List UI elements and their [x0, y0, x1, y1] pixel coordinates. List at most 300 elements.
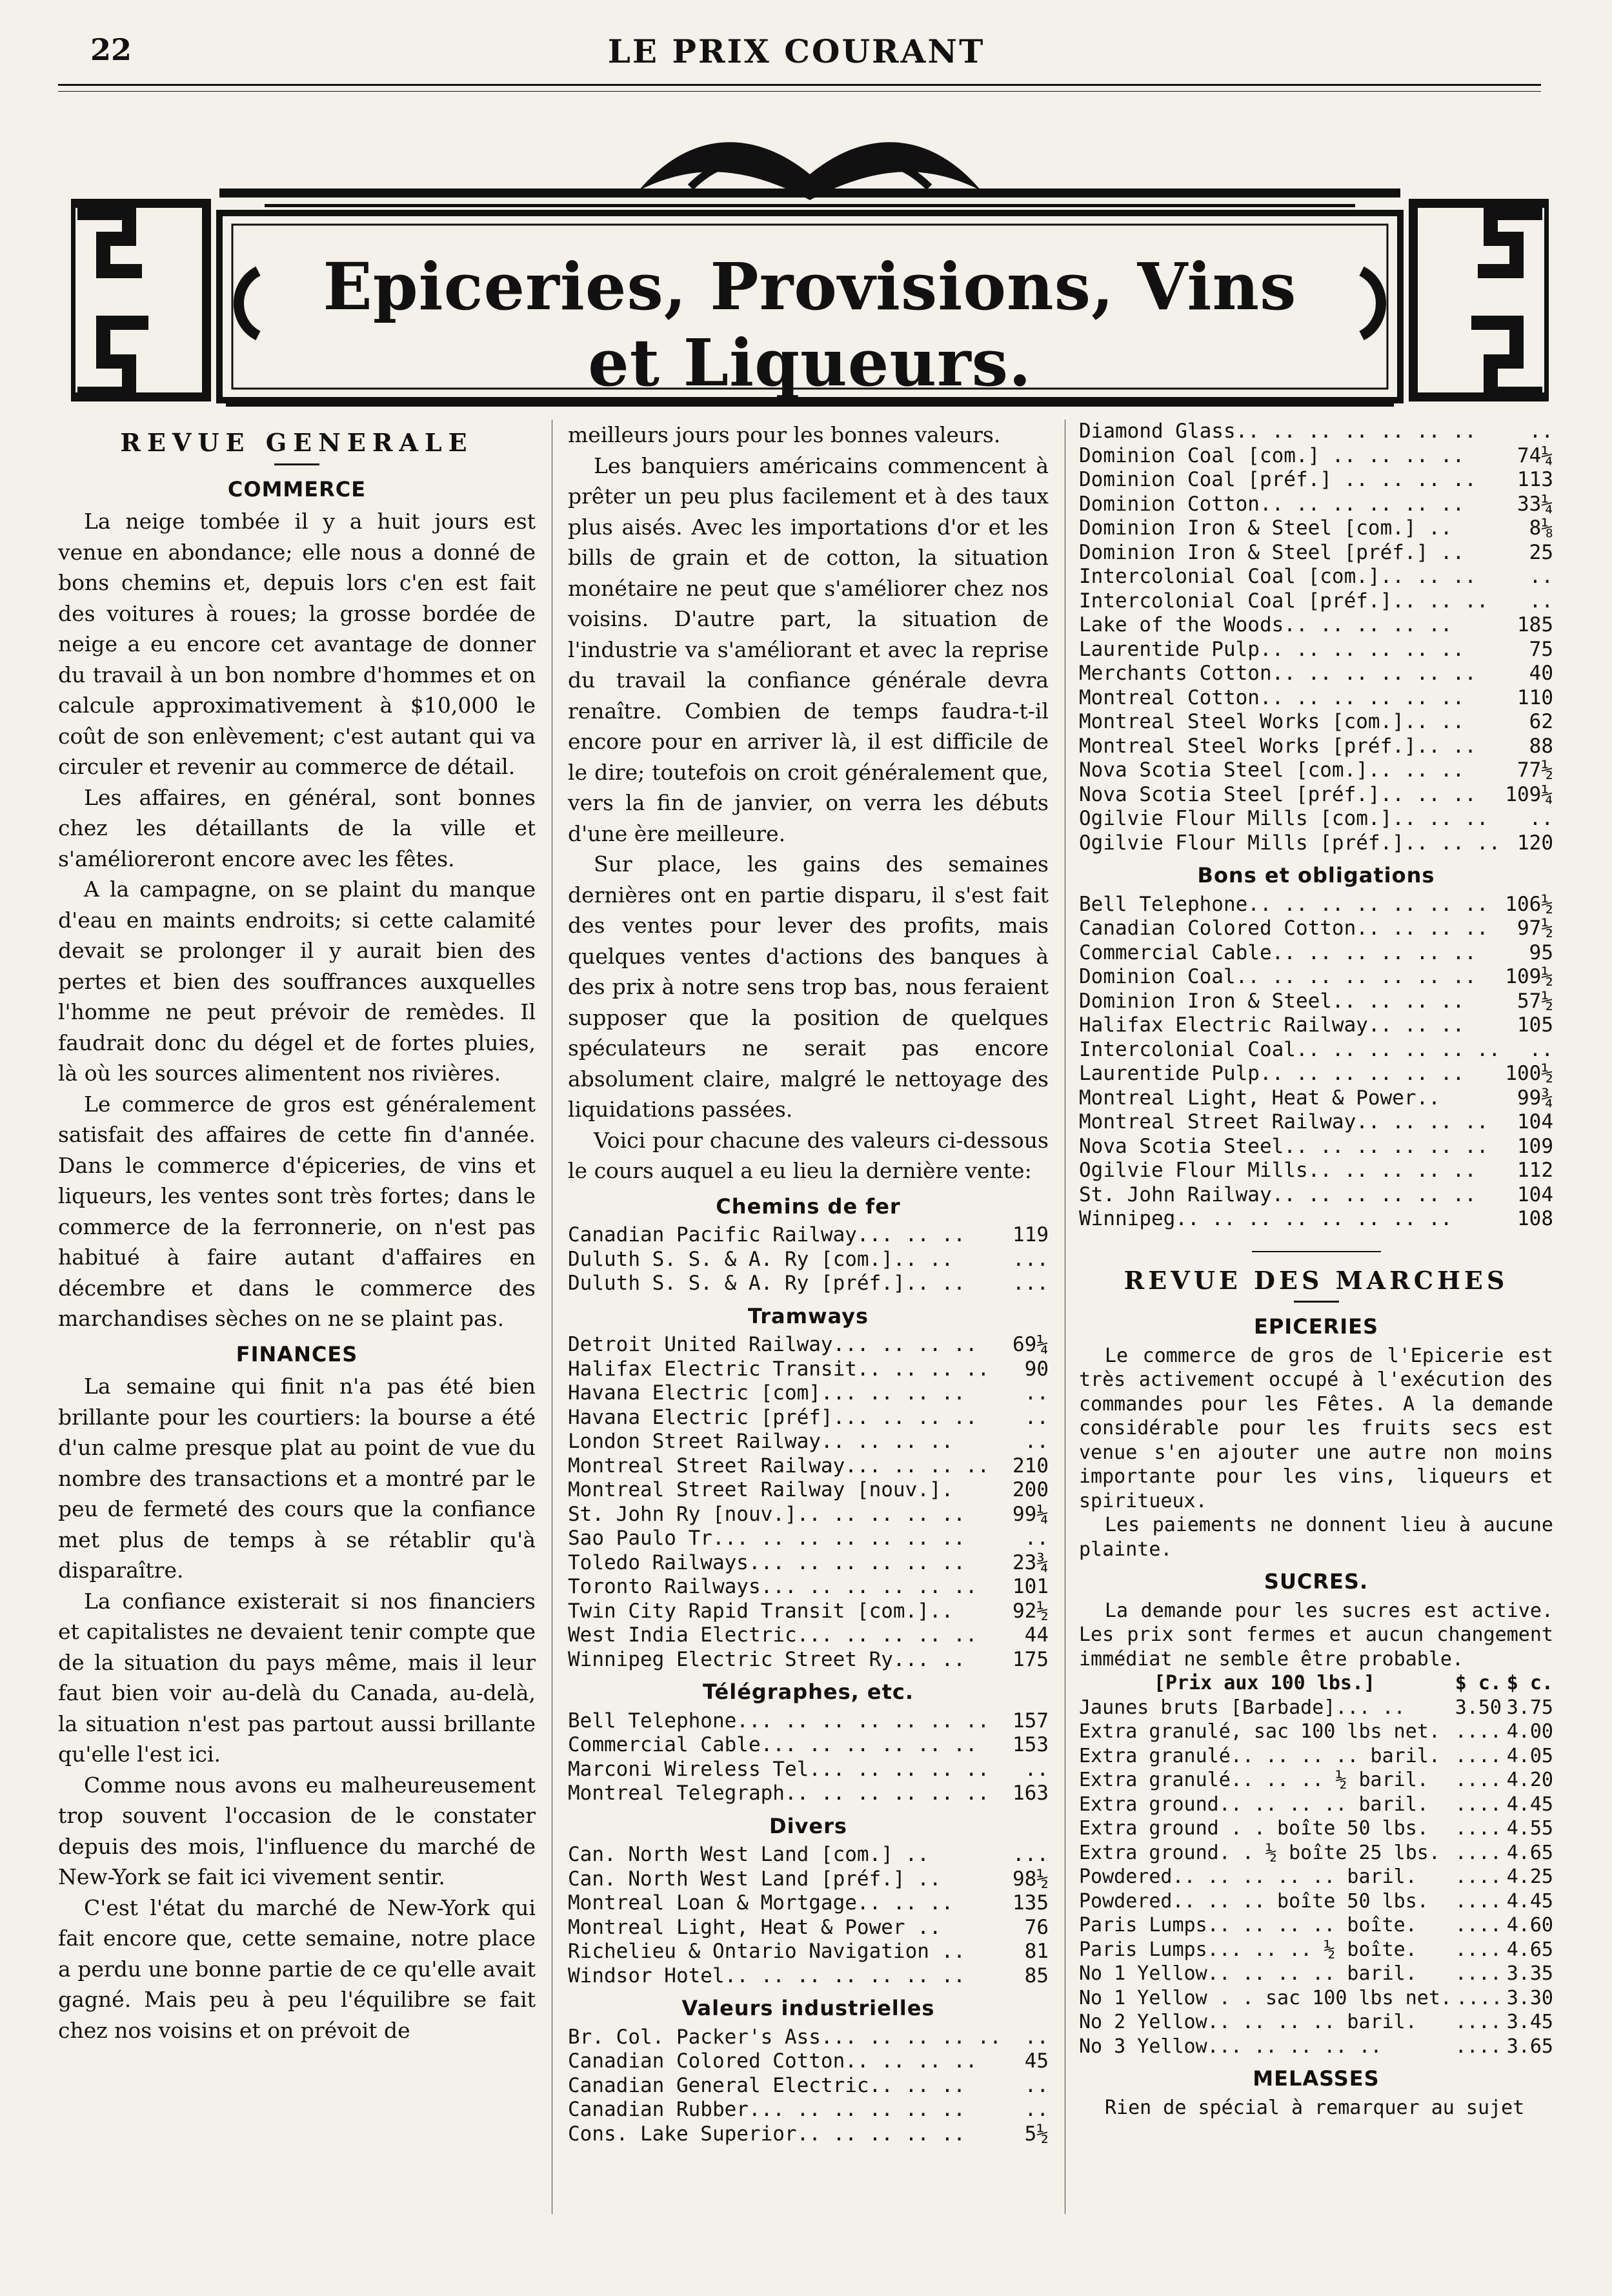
sucres-heading: SUCRES.: [1264, 1569, 1369, 1594]
sugar-price: ....: [1455, 1889, 1502, 1913]
list-item: [568, 2049, 1049, 2074]
security-price: ..: [1024, 1527, 1049, 1550]
list-item: [568, 1248, 1049, 1272]
list-item: [1079, 783, 1553, 808]
security-price: ...: [1013, 1272, 1049, 1295]
sugar-price: 4.05: [1506, 1744, 1553, 1767]
epiceries-heading: EPICERIES: [1253, 1314, 1378, 1339]
security-price: ..: [1024, 1757, 1049, 1781]
sugar-grade: No 2 Yellow.. .. .. .. baril.: [1079, 2011, 1417, 2033]
paragraph: C'est l'état du marché de New-York qui fait encore que, cette semaine, notre place a perdu une bonne partie de ce qu'elle avait gagné. Mais peu à peu l'équilibre se fait chez nos voisins et on prévoit de: [58, 1895, 536, 2043]
security-price: 44: [1024, 1623, 1049, 1647]
security-name: Cons. Lake Superior.. .. .. .. ..: [568, 2122, 965, 2146]
paragraph: Le commerce de gros est généralement satisfait des affaires de cette fin d'année. Dans le commerce d'épiceries, de vins et liqueurs, les ventes sont très fortes; dans le commerce de la ferronnerie, on n'est pas habitué à faire autant d'affaires en décembre et dans le commerce des marchandises sèches on ne se plaint pas.: [58, 1091, 536, 1331]
security-name: Winnipeg Electric Street Ry... ..: [568, 1647, 965, 1671]
security-name: Detroit United Railway... .. .. ..: [568, 1333, 978, 1356]
security-price: 75: [1529, 637, 1553, 661]
security-name: Lake of the Woods.. .. .. .. ..: [1079, 613, 1453, 636]
security-name: Dominion Coal.. .. .. .. .. .. ..: [1079, 965, 1476, 988]
security-name: London Street Railway.. .. .. ..: [568, 1430, 954, 1453]
security-price: 77½: [1517, 758, 1553, 782]
banner-title: Epiceries, Provisions, Vins et Liqueurs.: [323, 249, 1297, 401]
revue-marches-title: REVUE DES MARCHES: [1123, 1265, 1509, 1295]
section-banner: [71, 116, 1549, 413]
sugar-price: 3.30: [1506, 1986, 1553, 2009]
sugar-price: ....: [1455, 1962, 1502, 1985]
sugar-grade: Jaunes bruts [Barbade]... ..: [1079, 1696, 1405, 1719]
security-name: Intercolonial Coal.. .. .. .. .. ..: [1079, 1037, 1501, 1061]
paragraph: Voici pour chacune des valeurs ci-dessous le cours auquel a eu lieu la dernière vente:: [568, 1127, 1049, 1183]
security-price: 57½: [1517, 989, 1553, 1013]
column-left: [58, 420, 536, 2046]
security-name: Dominion Coal [préf.] .. .. .. ..: [1079, 468, 1476, 491]
journal-title: LE PRIX COURANT: [607, 32, 985, 70]
section-rule: [1252, 1251, 1381, 1252]
paragraph: La semaine qui finit n'a pas été bien brillante pour les courtiers: la bourse a été d'un calme presque plat au point de vue du nombre des transactions et a montré par le peu de fermeté des cours que la confiance met plus de temps à se rétablir qu'à disparaître.: [58, 1374, 536, 1583]
short-rule: [274, 463, 319, 465]
security-name: Montreal Cotton.. .. .. .. .. ..: [1079, 686, 1465, 709]
security-name: Canadian Rubber... .. .. .. .. ..: [568, 2098, 965, 2121]
paragraph: La neige tombée il y a huit jours est venue en abondance; elle nous a donné de bons chemins et, depuis lors c'en est fait des voitures à roues; la grosse bordée de neige a eu encore cet avantage de donner du travail à un bon nombre d'hommes et on calcule approximativement à $10,000 le coût de son enlèvement; c'est autant qui va circuler et revenir au commerce de détail.: [58, 509, 536, 779]
list-item: [1079, 493, 1553, 517]
list-item: [568, 2098, 1049, 2122]
sugar-price: ....: [1455, 1744, 1502, 1767]
list-item: [1079, 735, 1553, 759]
security-price: 119: [1013, 1223, 1049, 1246]
list-item: [568, 2074, 1049, 2098]
sugar-row: [1079, 1768, 1553, 1793]
list-item: [1079, 468, 1553, 493]
list-item: [1079, 516, 1553, 541]
security-price: ...: [1013, 1843, 1049, 1866]
list-item: [1079, 831, 1553, 856]
security-name: Twin City Rapid Transit [com.]..: [568, 1599, 954, 1623]
security-name: Ogilvie Flour Mills [préf.].. .. ..: [1079, 831, 1501, 855]
security-price: 45: [1024, 2049, 1049, 2073]
security-price: 110: [1517, 686, 1553, 709]
security-price: 104: [1517, 1110, 1553, 1133]
sugar-price: 3.45: [1506, 2011, 1553, 2033]
security-name: Canadian Pacific Railway... .. ..: [568, 1223, 965, 1246]
security-price: 135: [1013, 1891, 1049, 1915]
list-item: [568, 1964, 1049, 1989]
security-price: 40: [1529, 662, 1553, 685]
security-price: 109: [1517, 1134, 1553, 1158]
security-name: Dominion Iron & Steel.. .. .. ..: [1079, 989, 1465, 1013]
paragraph: Rien de spécial à remarquer au sujet: [1105, 2096, 1525, 2119]
revue-generale-title: REVUE GENERALE: [120, 428, 474, 457]
security-name: Montreal Street Railway.. .. .. ..: [1079, 1110, 1489, 1133]
security-name: Havana Electric [préf]... .. .. ..: [568, 1405, 978, 1429]
list-item: [1079, 565, 1553, 589]
list-item: [568, 1357, 1049, 1382]
list-heading: Tramways: [747, 1303, 869, 1328]
security-price: 5½: [1024, 2122, 1049, 2146]
security-name: Halifax Electric Transit.. .. .. ..: [568, 1357, 990, 1381]
sugar-row: [1079, 1793, 1553, 1817]
paragraph: A la campagne, on se plaint du manque d'eau en maints endroits; si cette calamité devait se prolonger il y aurait bien des pertes et bien des souffrances auxquelles l'homme ne peut prévoir de remèdes. Il faudrait donc du dégel et de fortes pluies, là où les sources alimentent nos rivières.: [58, 877, 536, 1086]
security-name: Dominion Iron & Steel [com.] ..: [1079, 516, 1453, 540]
list-item: [568, 1503, 1049, 1527]
list-item: [1079, 965, 1553, 990]
list-item: [568, 1575, 1049, 1600]
paragraph: meilleurs jours pour les bonnes valeurs.: [568, 422, 1001, 447]
sugar-price: ....: [1455, 1817, 1502, 1840]
column-middle: [568, 420, 1049, 2146]
sugar-price: 4.55: [1506, 1817, 1553, 1840]
security-name: Intercolonial Coal [com.].. .. ..: [1079, 565, 1476, 588]
sugar-price: 4.60: [1506, 1914, 1553, 1936]
list-item: [1079, 589, 1553, 614]
list-item: [1079, 1135, 1553, 1159]
list-item: [568, 1600, 1049, 1624]
sugar-row: [1079, 1816, 1553, 1841]
sugar-price: ....: [1455, 2035, 1502, 2058]
list-item: [568, 1623, 1049, 1648]
security-name: Nova Scotia Steel.. .. .. .. .. ..: [1079, 1134, 1489, 1158]
sugar-price: 4.20: [1506, 1769, 1553, 1791]
security-price: 104: [1517, 1183, 1553, 1206]
sugar-price: 3.35: [1506, 1962, 1553, 1985]
security-name: Montreal Light, Heat & Power ..: [568, 1915, 942, 1939]
security-price: 175: [1013, 1647, 1049, 1671]
list-item: [1079, 1062, 1553, 1086]
security-name: West India Electric... .. .. .. ..: [568, 1623, 978, 1647]
security-name: Canadian General Electric.. .. ..: [568, 2073, 965, 2097]
list-item: [1079, 1207, 1553, 1232]
sugar-price: 4.25: [1506, 1865, 1553, 1888]
sugar-grade: No 3 Yellow... .. .. .. ..: [1079, 2035, 1382, 2058]
list-item: [1079, 420, 1553, 444]
commerce-heading: COMMERCE: [227, 476, 367, 502]
security-price: ..: [1024, 2073, 1049, 2097]
list-item: [568, 2122, 1049, 2147]
list-item: [568, 1940, 1049, 1964]
security-price: ..: [1529, 565, 1553, 588]
security-price: 163: [1013, 1782, 1049, 1805]
security-name: Montreal Loan & Mortgage.. .. ..: [568, 1891, 954, 1915]
list-item: [568, 1867, 1049, 1892]
list-item: [1079, 638, 1553, 662]
sugar-row: [1079, 1720, 1553, 1744]
sugar-grade: Extra ground. . ½ boîte 25 lbs.: [1079, 1841, 1440, 1864]
sugar-header-col2: $ c.: [1506, 1672, 1553, 1694]
list-item: [568, 1648, 1049, 1672]
sugar-row: [1079, 1938, 1553, 1962]
paragraph: Les affaires, en général, sont bonnes chez les détaillants de la ville et s'amélioreront encore avec les fêtes.: [58, 784, 536, 871]
list-item: [568, 1891, 1049, 1916]
security-price: ..: [1024, 1381, 1049, 1405]
list-heading: Divers: [769, 1813, 847, 1838]
paragraph: Sur place, les gains des semaines dernières ont en partie disparu, il s'est fait des ventes pour lever des profits, mais quelques ventes d'actions des banques à des prix à notre sens trop bas, nous feraient supposer que la position de quelques spéculateurs ne serait pas encore absolument claire, malgré le nettoyage des liquidations passées.: [568, 851, 1049, 1122]
security-name: Nova Scotia Steel [préf.].. .. ..: [1079, 782, 1476, 806]
list-item: [568, 1551, 1049, 1576]
security-price: 99¾: [1517, 1086, 1553, 1110]
list-item: [568, 1381, 1049, 1406]
security-price: 85: [1024, 1964, 1049, 1987]
list-item: [1079, 444, 1553, 469]
list-item: [568, 2026, 1049, 2050]
page-header: [52, 26, 1541, 77]
sugar-row: [1079, 2010, 1553, 2035]
list-item: [1079, 662, 1553, 686]
security-price: 120: [1517, 831, 1553, 855]
sugar-price: 3.75: [1506, 1696, 1553, 1719]
list-item: [1079, 990, 1553, 1014]
security-name: Toledo Railways... .. .. .. .. ..: [568, 1550, 965, 1574]
industrial-values-list: [1079, 420, 1553, 855]
security-price: 8⅛: [1529, 516, 1553, 540]
security-name: Nova Scotia Steel [com.].. .. ..: [1079, 758, 1465, 782]
sugar-row: [1079, 1865, 1553, 1889]
list-item: [568, 1709, 1049, 1734]
sugar-price: 4.65: [1506, 1938, 1553, 1961]
security-price: ..: [1529, 589, 1553, 613]
sugar-header-col1: $ c.: [1455, 1672, 1502, 1694]
sugar-grade: Powdered.. .. .. boîte 50 lbs.: [1079, 1889, 1429, 1913]
sugar-price: ....: [1455, 1720, 1502, 1743]
security-name: Commercial Cable... .. .. .. .. ..: [568, 1733, 978, 1756]
sugar-grade: No 1 Yellow . . sac 100 lbs net.: [1079, 1986, 1452, 2009]
security-name: Can. North West Land [préf.] ..: [568, 1867, 942, 1891]
security-name: Commercial Cable.. .. .. .. .. ..: [1079, 940, 1476, 964]
security-price: 90: [1024, 1357, 1049, 1381]
security-price: 33¼: [1517, 492, 1553, 516]
security-price: 62: [1529, 710, 1553, 733]
sugar-price: ....: [1456, 1986, 1503, 2009]
list-item: [568, 1916, 1049, 1940]
securities-lists: [568, 1192, 1049, 2147]
list-item: [568, 1758, 1049, 1782]
security-name: Montreal Telegraph.. .. .. .. .. ..: [568, 1782, 990, 1805]
paragraph: Les paiements ne donnent lieu à aucune plainte.: [1079, 1514, 1553, 1561]
list-item: [568, 1406, 1049, 1430]
sugar-price: ....: [1455, 1914, 1502, 1936]
list-item: [568, 1333, 1049, 1357]
security-name: Dominion Coal [com.] .. .. .. ..: [1079, 443, 1465, 467]
sugar-grade: Extra ground . . boîte 50 lbs.: [1079, 1817, 1429, 1840]
sugar-grade: Paris Lumps... .. .. ½ boîte.: [1079, 1938, 1417, 1961]
security-price: 74¼: [1517, 443, 1553, 467]
finances-heading: FINANCES: [236, 1341, 358, 1366]
list-item: [1079, 1038, 1553, 1062]
security-name: Dominion Cotton.. .. .. .. .. ..: [1079, 492, 1465, 516]
list-item: [568, 1733, 1049, 1758]
security-name: Richelieu & Ontario Navigation ..: [568, 1940, 965, 1963]
sugar-grade: Paris Lumps.. .. .. .. boîte.: [1079, 1914, 1417, 1936]
sugar-grade: Extra granulé.. .. .. ½ baril.: [1079, 1769, 1429, 1791]
security-price: 101: [1013, 1575, 1049, 1598]
security-price: 25: [1529, 540, 1553, 564]
sugar-row: [1079, 1962, 1553, 1986]
sugar-table-header: [1079, 1671, 1553, 1696]
list-item: [1079, 1013, 1553, 1038]
sugar-row: [1079, 2035, 1553, 2059]
list-item: [568, 1272, 1049, 1296]
security-price: 200: [1013, 1478, 1049, 1501]
sugar-row: [1079, 1913, 1553, 1938]
list-item: [568, 1527, 1049, 1551]
list-item: [1079, 1110, 1553, 1135]
security-name: Laurentide Pulp.. .. .. .. .. ..: [1079, 1062, 1465, 1085]
list-item: [1079, 1159, 1553, 1183]
sugar-grade: Extra granulé, sac 100 lbs net.: [1079, 1720, 1440, 1743]
security-name: Canadian Colored Cotton.. .. .. ..: [1079, 917, 1489, 940]
sugar-row: [1079, 1841, 1553, 1865]
security-name: Merchants Cotton.. .. .. .. .. ..: [1079, 662, 1476, 685]
security-name: Halifax Electric Railway.. .. ..: [1079, 1013, 1465, 1037]
sugar-price: 4.65: [1506, 1841, 1553, 1864]
sugar-price: ....: [1455, 1769, 1502, 1791]
security-name: Bell Telephone.. .. .. .. .. .. ..: [1079, 892, 1489, 916]
sugar-row: [1079, 1889, 1553, 1914]
page-number: 22: [90, 32, 132, 67]
security-price: 23¾: [1013, 1550, 1049, 1574]
header-rule: [58, 84, 1541, 92]
sugar-grade: Extra granulé.. .. .. .. baril.: [1079, 1744, 1440, 1767]
list-item: [1079, 893, 1553, 917]
list-item: [1079, 686, 1553, 711]
list-item: [1079, 758, 1553, 783]
security-name: Can. North West Land [com.] ..: [568, 1843, 929, 1866]
sugar-price: 4.00: [1506, 1720, 1553, 1743]
paragraph: La demande pour les sucres est active. Les prix sont fermes et aucun changement immédiat ne semble être probable.: [1079, 1599, 1553, 1671]
security-price: 108: [1517, 1207, 1553, 1230]
security-name: Ogilvie Flour Mills.. .. .. .. ..: [1079, 1159, 1476, 1182]
security-name: Montreal Steel Works [com.].. ..: [1079, 710, 1465, 733]
security-price: ..: [1529, 807, 1553, 830]
security-price: 88: [1529, 734, 1553, 758]
security-name: St. John Ry [nouv.].. .. .. .. ..: [568, 1502, 965, 1526]
security-price: 153: [1013, 1733, 1049, 1756]
security-name: St. John Railway.. .. .. .. .. ..: [1079, 1183, 1476, 1206]
security-name: Bell Telephone... .. .. .. .. .. ..: [568, 1709, 990, 1732]
security-name: Intercolonial Coal [préf.].. .. ..: [1079, 589, 1489, 613]
list-item: [568, 1478, 1049, 1503]
security-price: ..: [1024, 1430, 1049, 1453]
list-item: [1079, 1183, 1553, 1208]
list-item: [1079, 613, 1553, 638]
list-item: [1079, 710, 1553, 735]
sugar-price: ....: [1455, 1938, 1502, 1961]
sugar-price: ....: [1455, 1793, 1502, 1816]
sugar-price: 3.50: [1455, 1696, 1502, 1719]
security-price: 100½: [1505, 1062, 1553, 1085]
bonds-list: [1079, 893, 1553, 1232]
list-item: [1079, 917, 1553, 941]
list-item: [1079, 541, 1553, 565]
list-item: [1079, 807, 1553, 831]
list-item: [568, 1430, 1049, 1454]
paragraph: La confiance existerait si nos financiers et capitalistes ne devaient tenir compte que de la situation du pays même, mais il leur faut bien voir au-delà du Canada, au-delà, la situation n'est pas partout aussi brillante qu'elle l'est ici.: [58, 1588, 536, 1767]
list-item: [568, 1782, 1049, 1806]
security-price: ...: [1013, 1247, 1049, 1271]
security-price: 109¼: [1505, 782, 1553, 806]
security-price: ..: [1024, 2098, 1049, 2121]
sugar-price-table: [1079, 1671, 1553, 2058]
sugar-header-label: [Prix aux 100 lbs.]: [1153, 1672, 1376, 1694]
security-price: 185: [1517, 613, 1553, 636]
paragraph: Les banquiers américains commencent à prêter un peu plus facilement et à des taux plus aisés. Avec les importations d'or et les bills de grain et de cotton, la situation monétaire ne peut que s'améliorer chez nos voisins. D'autre part, la situation de l'industrie va s'améliorant et avec la reprise du travail la confiance générale devra renaître. Combien de temps faudra-t-il encore pour en arriver là, il est difficile de le dire; toutefois on croit généralement que, vers la fin de janvier, on verra les débuts d'une ère meilleure.: [568, 452, 1049, 846]
security-price: 99¼: [1013, 1502, 1049, 1526]
sugar-price: 3.65: [1506, 2035, 1553, 2058]
security-price: ..: [1529, 420, 1553, 443]
sugar-row: [1079, 1744, 1553, 1769]
list-heading: Chemins de fer: [716, 1194, 901, 1219]
column-right: [1079, 420, 1553, 2120]
security-price: 69¼: [1013, 1333, 1049, 1356]
security-price: 76: [1024, 1915, 1049, 1939]
sugar-grade: Powdered.. .. .. .. .. baril.: [1079, 1865, 1417, 1888]
security-name: Montreal Steel Works [préf.].. ..: [1079, 734, 1476, 758]
security-name: Br. Col. Packer's Ass... .. .. .. ..: [568, 2025, 1002, 2049]
list-item: [568, 1843, 1049, 1867]
list-item: [1079, 941, 1553, 966]
security-name: Toronto Railways... .. .. .. .. ..: [568, 1575, 978, 1598]
paragraph: Le commerce de gros de l'Epicerie est très activement occupé à l'exécution des commandes pour les Fêtes. A la demande considérable pour les fruits secs est venue s'en ajouter une autre non moins importante pour les vins, liqueurs et spiritueux.: [1079, 1344, 1553, 1512]
security-name: Ogilvie Flour Mills [com.].. .. ..: [1079, 807, 1489, 830]
security-name: Canadian Colored Cotton.. .. .. ..: [568, 2049, 978, 2073]
security-price: 109½: [1505, 965, 1553, 988]
melasses-heading: MELASSES: [1253, 2066, 1380, 2091]
security-price: 81: [1024, 1940, 1049, 1963]
bonds-heading: Bons et obligations: [1197, 863, 1435, 888]
security-name: Montreal Street Railway [nouv.].: [568, 1478, 954, 1501]
list-heading: Valeurs industrielles: [681, 1996, 935, 2020]
security-price: 105: [1517, 1013, 1553, 1037]
sugar-row: [1079, 1986, 1553, 2011]
security-price: 113: [1517, 468, 1553, 491]
sugar-grade: Extra ground.. .. .. .. baril.: [1079, 1793, 1429, 1816]
security-name: Dominion Iron & Steel [préf.] ..: [1079, 540, 1465, 564]
security-name: Windsor Hotel.. .. .. .. .. .. ..: [568, 1964, 965, 1987]
security-price: 112: [1517, 1159, 1553, 1182]
security-price: 92½: [1013, 1599, 1049, 1623]
sugar-price: ....: [1455, 1865, 1502, 1888]
security-price: 95: [1529, 940, 1553, 964]
security-name: Laurentide Pulp.. .. .. .. .. ..: [1079, 637, 1465, 661]
security-price: ..: [1529, 1037, 1553, 1061]
security-name: Havana Electric [com]... .. .. ..: [568, 1381, 965, 1405]
security-price: 210: [1013, 1454, 1049, 1478]
security-name: Duluth S. S. & A. Ry [préf.].. ..: [568, 1272, 965, 1295]
security-name: Diamond Glass.. .. .. .. .. .. ..: [1079, 420, 1476, 443]
security-name: Winnipeg.. .. .. .. .. .. .. ..: [1079, 1207, 1453, 1230]
sugar-price: ....: [1455, 2011, 1502, 2033]
security-price: 157: [1013, 1709, 1049, 1732]
security-price: 97½: [1517, 917, 1553, 940]
sugar-grade: No 1 Yellow.. .. .. .. baril.: [1079, 1962, 1417, 1985]
security-name: Montreal Street Railway... .. .. ..: [568, 1454, 990, 1478]
security-name: Sao Paulo Tr... .. .. .. .. .. ..: [568, 1527, 965, 1550]
short-rule: [1294, 1301, 1339, 1303]
list-item: [568, 1223, 1049, 1248]
security-name: Marconi Wireless Tel... .. .. .. ..: [568, 1757, 990, 1781]
security-name: Montreal Light, Heat & Power..: [1079, 1086, 1440, 1110]
list-item: [1079, 1086, 1553, 1111]
sugar-price: 4.45: [1506, 1889, 1553, 1913]
security-price: ..: [1024, 2025, 1049, 2049]
sugar-row: [1079, 1696, 1553, 1720]
list-item: [568, 1454, 1049, 1479]
sugar-price: ....: [1455, 1841, 1502, 1864]
sugar-price: 4.45: [1506, 1793, 1553, 1816]
list-heading: Télégraphes, etc.: [702, 1680, 914, 1704]
security-name: Duluth S. S. & A. Ry [com.].. ..: [568, 1247, 954, 1271]
security-price: 106½: [1505, 892, 1553, 916]
security-price: ..: [1024, 1405, 1049, 1429]
security-price: 98½: [1013, 1867, 1049, 1891]
